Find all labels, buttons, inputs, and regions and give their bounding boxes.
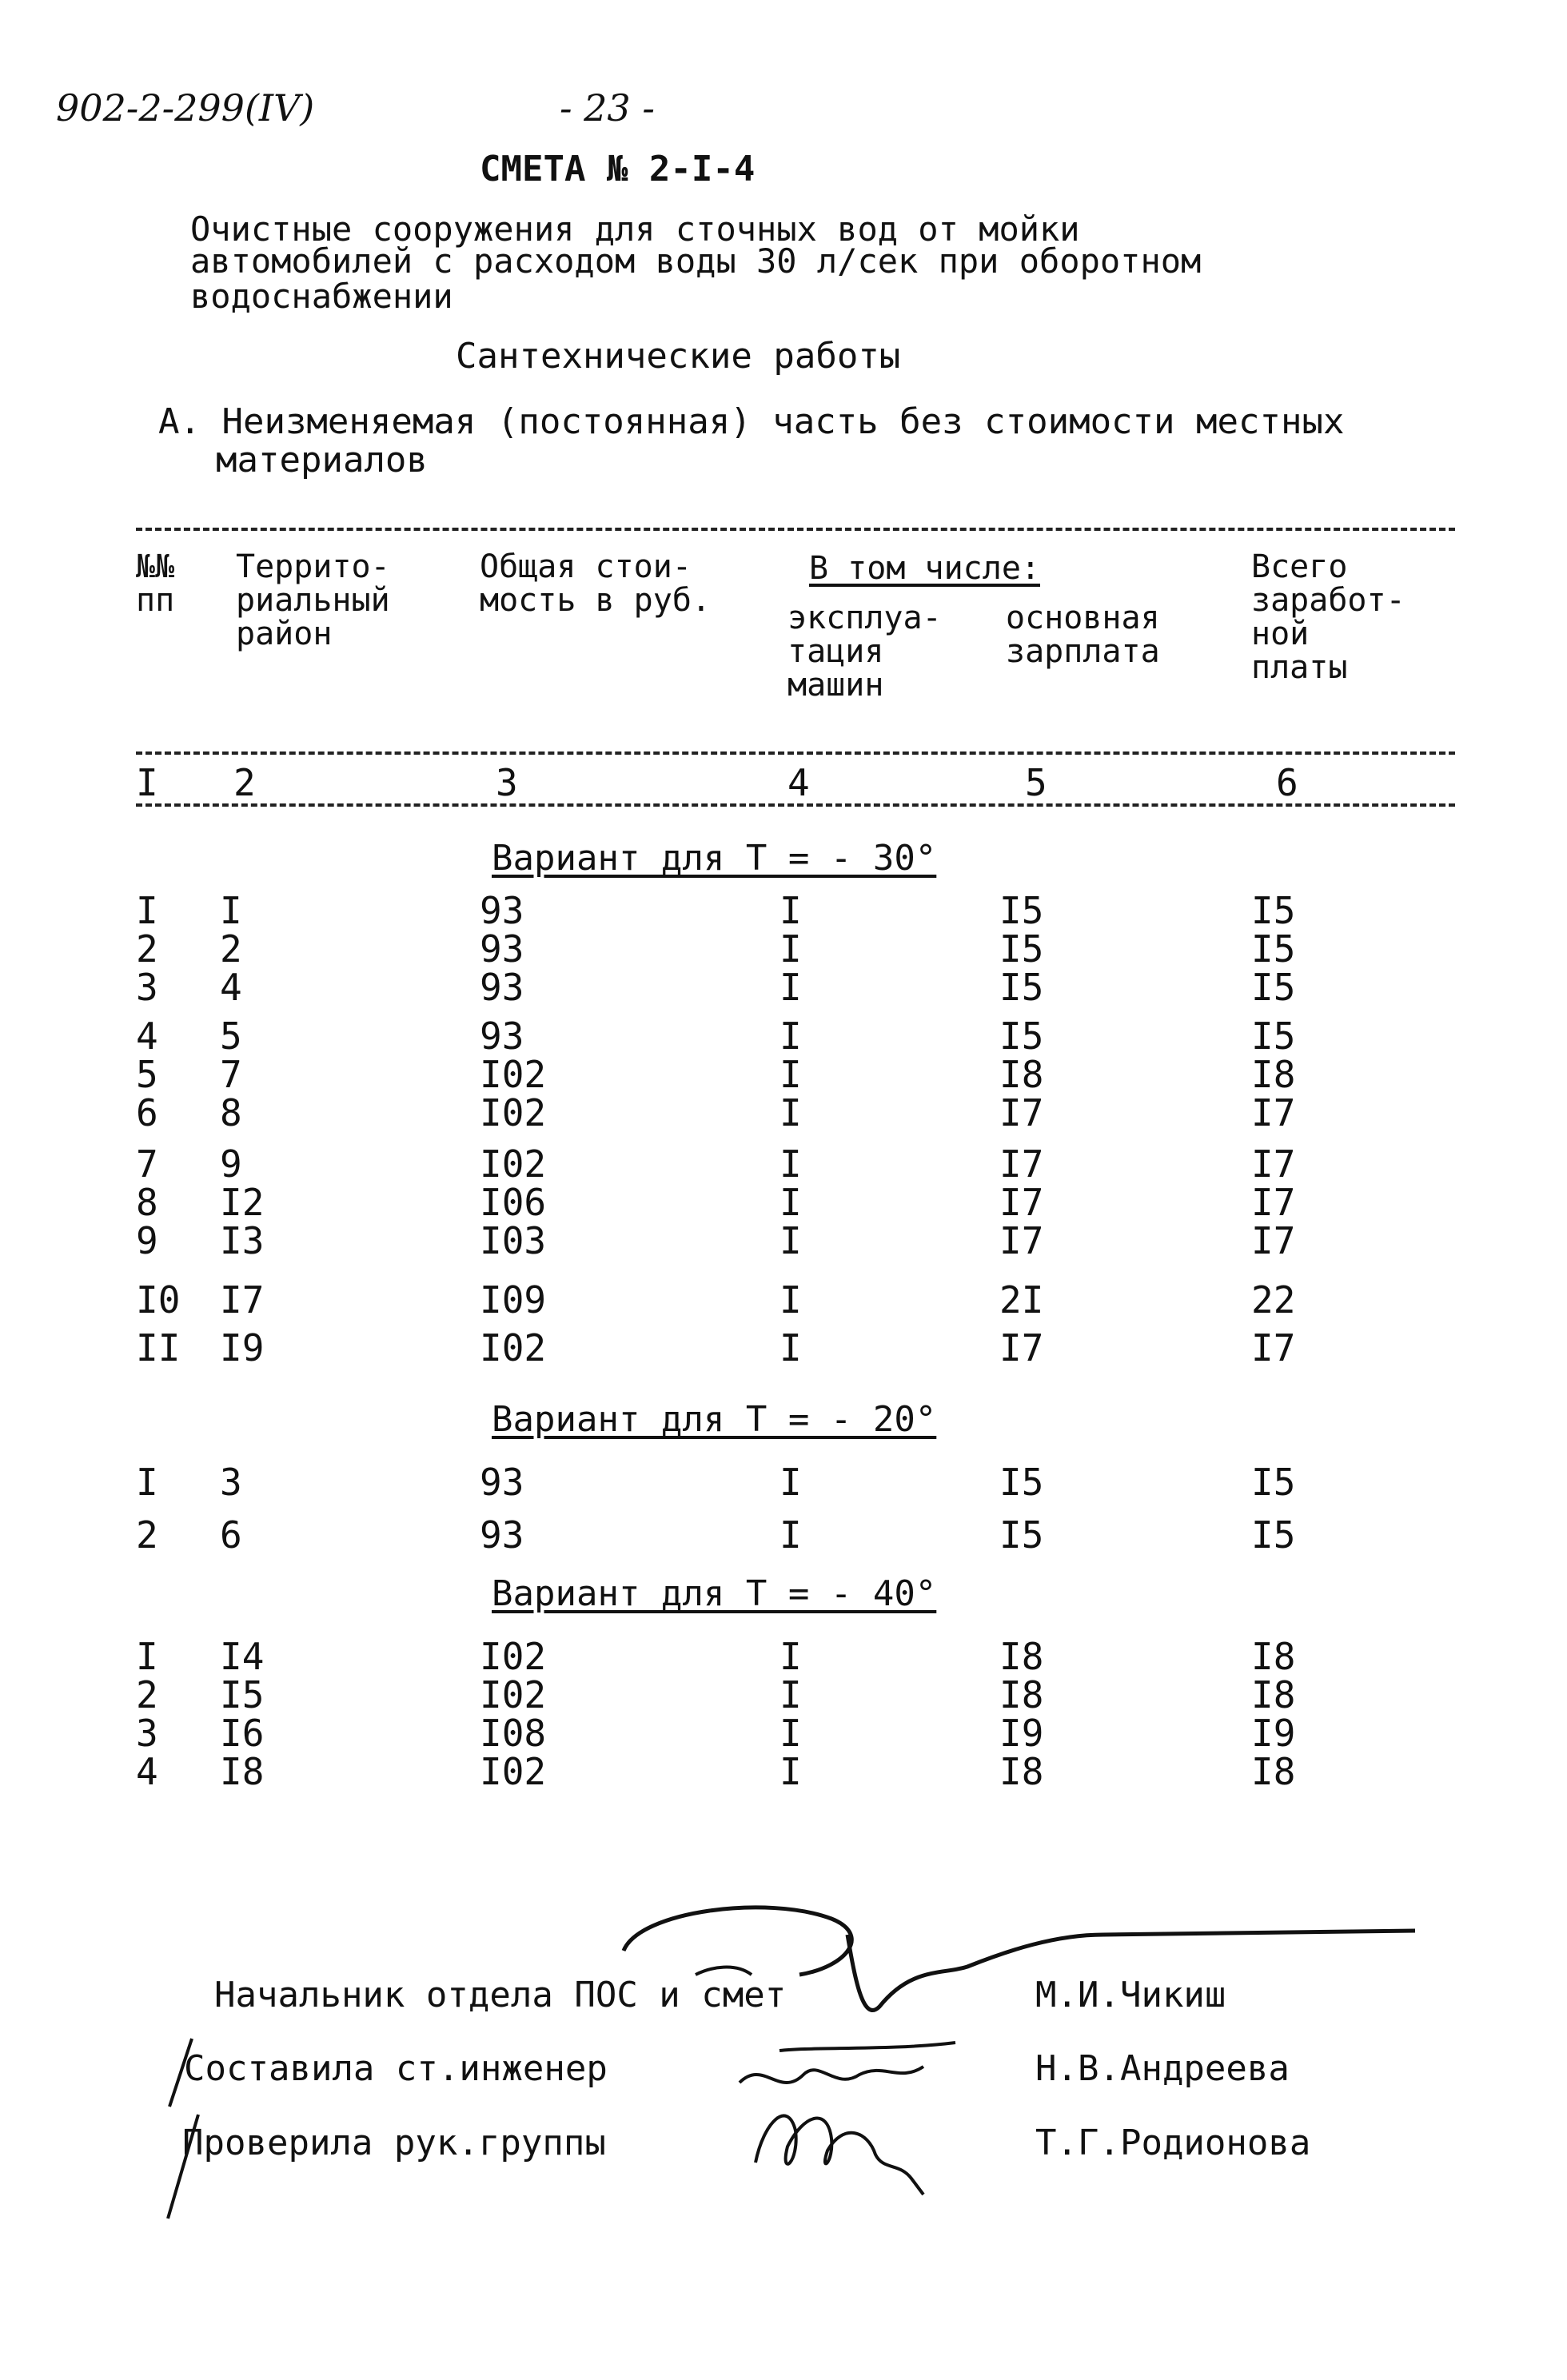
table-cell: I5 — [999, 966, 1044, 1009]
table-cell: I02 — [480, 1091, 547, 1134]
table-cell: 4 — [220, 966, 242, 1009]
table-cell: I5 — [220, 1673, 265, 1716]
table-row — [0, 1637, 1567, 1676]
header-col-6-line: ной — [1251, 616, 1310, 652]
signature-name-chief: М.И.Чикиш — [1035, 1975, 1226, 2015]
table-cell: I7 — [220, 1278, 265, 1322]
header-col-2-line: Террито- — [236, 548, 390, 585]
header-col-6-line: заработ- — [1251, 582, 1406, 619]
header-col-4-line: эксплуа- — [787, 600, 942, 636]
table-cell: I — [780, 1750, 802, 1793]
header-col-4 — [787, 601, 942, 702]
table-row — [0, 1712, 1567, 1755]
table-cell: 2 — [136, 927, 158, 971]
table-cell: I — [780, 966, 802, 1009]
table-row — [0, 1015, 1567, 1058]
description-line-3: водоснабжении — [190, 277, 453, 316]
table-cell: 6 — [220, 1513, 242, 1557]
table-cell: I7 — [1251, 1091, 1296, 1134]
table-cell: I — [780, 1091, 802, 1134]
table-cell: I5 — [999, 1513, 1044, 1557]
table-cell: I09 — [480, 1278, 547, 1322]
table-cell: I5 — [1251, 927, 1296, 971]
header-col-6 — [1251, 550, 1406, 684]
table-cell: I8 — [1251, 1750, 1296, 1793]
table-cell: I — [136, 1461, 158, 1504]
column-number-row — [0, 763, 1567, 802]
table-row — [0, 891, 1567, 930]
header-col-1-line: пп — [136, 582, 175, 619]
table-cell: I7 — [1251, 1219, 1296, 1262]
table-cell: I — [780, 1326, 802, 1369]
table-cell: 93 — [480, 1513, 524, 1557]
table-row — [0, 1513, 1567, 1557]
part-a-line-2: материалов — [216, 440, 428, 480]
variant-label: Вариант для Т = - 30° — [492, 838, 937, 879]
table-cell: 3 — [220, 1461, 242, 1504]
table-cell: I8 — [999, 1750, 1044, 1793]
table-cell: I7 — [999, 1091, 1044, 1134]
table-cell: I — [780, 927, 802, 971]
table-row — [0, 1752, 1567, 1791]
table-cell: 9 — [136, 1219, 158, 1262]
table-row — [0, 1326, 1567, 1369]
table-cell: 93 — [480, 1015, 524, 1058]
table-cell: 7 — [220, 1053, 242, 1096]
header-col-5 — [1006, 601, 1160, 668]
table-cell: I5 — [1251, 966, 1296, 1009]
table-cell: I7 — [999, 1326, 1044, 1369]
document-code: 902-2-299(IV) — [56, 86, 315, 130]
table-cell: I8 — [220, 1750, 265, 1793]
column-number: I — [136, 761, 158, 804]
table-cell: I — [780, 1015, 802, 1058]
table-cell: I8 — [1251, 1635, 1296, 1678]
table-cell: 2 — [220, 927, 242, 971]
header-col-6-line: платы — [1251, 649, 1348, 686]
table-cell: I — [780, 1712, 802, 1755]
section-title: Сантехнические работы — [456, 336, 901, 377]
signature-name-group-lead: Т.Г.Родионова — [1035, 2123, 1311, 2163]
table-cell: I02 — [480, 1053, 547, 1096]
table-row — [0, 1461, 1567, 1504]
table-cell: 93 — [480, 927, 524, 971]
table-cell: I — [780, 1513, 802, 1557]
table-row — [0, 1055, 1567, 1094]
table-cell: I7 — [999, 1219, 1044, 1262]
table-cell: 93 — [480, 966, 524, 1009]
table-cell: I7 — [999, 1181, 1044, 1224]
table-cell: I — [780, 1635, 802, 1678]
table-cell: 7 — [136, 1142, 158, 1186]
header-col-4-line: машин — [787, 667, 884, 704]
header-col-4-line: тация — [787, 633, 884, 670]
table-cell: 93 — [480, 1461, 524, 1504]
table-cell: 9 — [220, 1142, 242, 1186]
signature-role-chief: Начальник отдела ПОС и смет — [214, 1975, 787, 2015]
table-cell: I — [780, 1461, 802, 1504]
table-cell: I5 — [999, 1461, 1044, 1504]
table-cell: I8 — [999, 1053, 1044, 1096]
table-cell: I4 — [220, 1635, 265, 1678]
header-col-5-line: основная — [1006, 600, 1160, 636]
table-cell: 2I — [999, 1278, 1044, 1322]
table-cell: I5 — [1251, 1015, 1296, 1058]
table-cell: I6 — [220, 1712, 265, 1755]
table-cell: I — [220, 889, 242, 932]
table-cell: 3 — [136, 966, 158, 1009]
variant-label: Вариант для Т = - 20° — [492, 1399, 937, 1440]
table-cell: 4 — [136, 1750, 158, 1793]
table-cell: I5 — [1251, 1461, 1296, 1504]
page-number: - 23 - — [560, 86, 655, 130]
table-cell: 2 — [136, 1673, 158, 1716]
header-col-1-line: №№ — [136, 548, 175, 585]
table-cell: I8 — [1251, 1673, 1296, 1716]
header-col-2-line: риальный — [236, 582, 390, 619]
table-cell: I8 — [999, 1673, 1044, 1716]
table-row — [0, 968, 1567, 1007]
table-cell: I3 — [220, 1219, 265, 1262]
table-cell: I9 — [220, 1326, 265, 1369]
table-cell: I06 — [480, 1181, 547, 1224]
column-number: 3 — [496, 761, 518, 804]
column-number: 6 — [1276, 761, 1298, 804]
table-cell: I — [780, 1219, 802, 1262]
table-cell: 8 — [220, 1091, 242, 1134]
table-cell: I — [780, 1142, 802, 1186]
table-cell: I8 — [1251, 1053, 1296, 1096]
table-cell: I — [780, 1673, 802, 1716]
table-cell: I9 — [1251, 1712, 1296, 1755]
part-a-line-1: А. Неизменяемая (постоянная) часть без стоимости местных — [158, 401, 1345, 442]
table-cell: 3 — [136, 1712, 158, 1755]
table-cell: I02 — [480, 1326, 547, 1369]
variant-label: Вариант для Т = - 40° — [492, 1573, 937, 1614]
column-number: 2 — [233, 761, 256, 804]
table-cell: 5 — [220, 1015, 242, 1058]
table-cell: I7 — [1251, 1181, 1296, 1224]
table-cell: I9 — [999, 1712, 1044, 1755]
page-title: СМЕТА № 2-I-4 — [480, 149, 756, 189]
column-number: 5 — [1025, 761, 1047, 804]
description-line-2: автомобилей с расходом воды 30 л/сек при оборотном — [190, 241, 1202, 281]
header-col-5-line: зарплата — [1006, 633, 1160, 670]
table-cell: 8 — [136, 1181, 158, 1224]
table-header-rule — [136, 751, 1455, 755]
table-cell: 22 — [1251, 1278, 1296, 1322]
table-cell: I — [780, 889, 802, 932]
table-cell: I — [780, 1278, 802, 1322]
header-col-2-line: район — [236, 616, 333, 652]
table-cell: I5 — [1251, 1513, 1296, 1557]
table-cell: I02 — [480, 1635, 547, 1678]
table-top-rule — [136, 528, 1455, 531]
table-cell: 4 — [136, 1015, 158, 1058]
table-cell: I5 — [999, 889, 1044, 932]
table-cell: 5 — [136, 1053, 158, 1096]
table-cell: I7 — [999, 1142, 1044, 1186]
table-cell: II — [136, 1326, 181, 1369]
header-col-2 — [236, 550, 390, 651]
table-cell: I5 — [999, 1015, 1044, 1058]
signature-role-group-lead: Проверила рук.группы — [182, 2123, 606, 2163]
table-cell: I5 — [999, 927, 1044, 971]
table-row — [0, 1142, 1567, 1186]
table-cell: 93 — [480, 889, 524, 932]
column-number: 4 — [787, 761, 810, 804]
table-number-rule — [136, 803, 1455, 807]
table-cell: I03 — [480, 1219, 547, 1262]
table-row — [0, 1219, 1567, 1262]
table-cell: I7 — [1251, 1142, 1296, 1186]
header-col-3-line: Общая стои- — [480, 548, 692, 585]
table-cell: I — [136, 1635, 158, 1678]
table-cell: 6 — [136, 1091, 158, 1134]
header-col-3 — [480, 550, 711, 617]
table-cell: I02 — [480, 1673, 547, 1716]
header-group: В том числе: — [809, 550, 1040, 587]
table-cell: I0 — [136, 1278, 181, 1322]
table-row — [0, 1091, 1567, 1134]
signature-scribble-group-lead — [740, 2091, 947, 2203]
header-col-1 — [136, 550, 174, 617]
table-cell: I8 — [999, 1635, 1044, 1678]
signature-scribble-chief — [608, 1887, 1423, 2047]
table-row — [0, 927, 1567, 971]
table-cell: I7 — [1251, 1326, 1296, 1369]
signature-role-engineer: Составила ст.инженер — [184, 2048, 608, 2089]
table-cell: I — [780, 1181, 802, 1224]
table-cell: I02 — [480, 1142, 547, 1186]
table-cell: I — [780, 1053, 802, 1096]
table-cell: 2 — [136, 1513, 158, 1557]
table-cell: I — [136, 889, 158, 932]
header-col-6-line: Всего — [1251, 548, 1348, 585]
table-row — [0, 1673, 1567, 1716]
header-col-3-line: мость в руб. — [480, 582, 711, 619]
signature-name-engineer: Н.В.Андреева — [1035, 2048, 1290, 2089]
table-cell: I02 — [480, 1750, 547, 1793]
description-line-1: Очистные сооружения для сточных вод от мойки — [190, 209, 1080, 249]
table-row — [0, 1183, 1567, 1222]
table-cell: I2 — [220, 1181, 265, 1224]
table-cell: I08 — [480, 1712, 547, 1755]
table-cell: I5 — [1251, 889, 1296, 932]
table-row — [0, 1278, 1567, 1322]
